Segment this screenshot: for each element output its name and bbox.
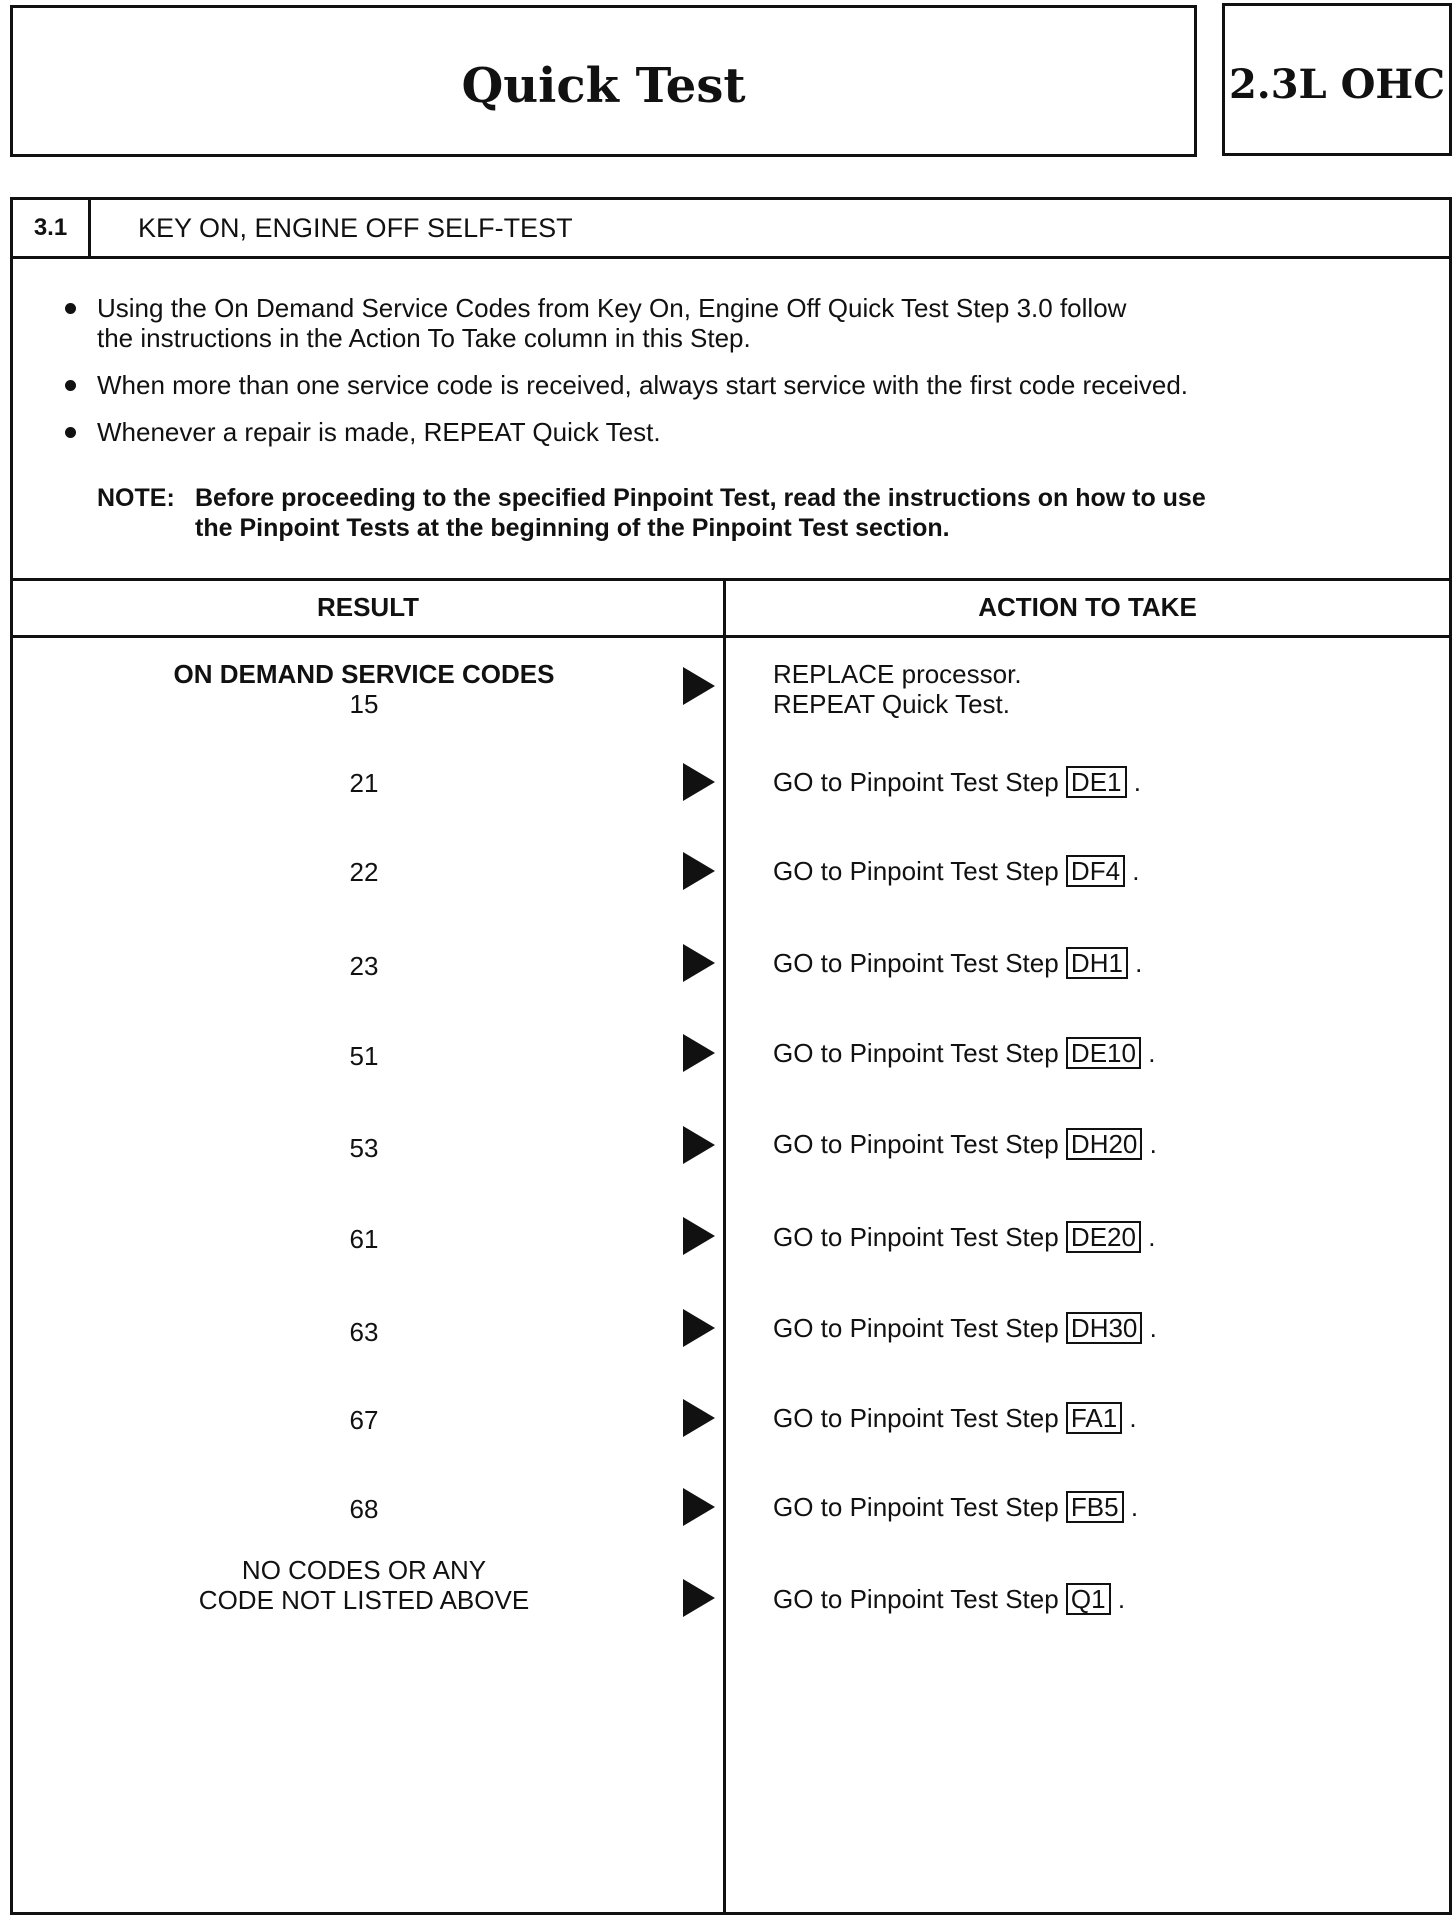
action-line: REPEAT Quick Test. [773, 689, 1010, 719]
arrow-icon [683, 1399, 715, 1437]
arrow-icon [683, 1126, 715, 1164]
service-code: 23 [349, 951, 379, 981]
pinpoint-step-box: DH1 [1066, 947, 1128, 979]
table-row-action [773, 659, 1022, 719]
note-line: the Pinpoint Tests at the beginning of the Pinpoint Test section. [195, 514, 950, 542]
engine-box [1222, 3, 1452, 156]
service-codes-label: ON DEMAND SERVICE CODES [173, 659, 555, 689]
title-box [10, 5, 1197, 157]
arrow-icon [683, 667, 715, 705]
table-row-action [773, 947, 1142, 979]
page-title: Quick Test [461, 58, 746, 114]
arrow-icon [683, 852, 715, 890]
pinpoint-step-box: DE20 [1066, 1221, 1141, 1253]
table-row-action [773, 1312, 1157, 1344]
instruction-line: the instructions in the Action To Take column in this Step. [97, 323, 751, 353]
step-number: 3.1 [33, 214, 68, 241]
instruction-line: When more than one service code is received, always start service with the first code received. [97, 370, 1189, 400]
service-code: 21 [349, 768, 379, 798]
table-header-divider [13, 635, 1449, 638]
action-text: GO to Pinpoint Test Step [773, 856, 1059, 886]
service-code: 53 [349, 1133, 379, 1163]
action-text: GO to Pinpoint Test Step [773, 767, 1059, 797]
note-label: NOTE: [97, 484, 175, 512]
quick-test-step-panel [10, 197, 1452, 1915]
result-header: RESULT [316, 592, 420, 622]
period: . [1117, 1584, 1126, 1614]
bullet-icon [65, 380, 76, 391]
instruction-item [63, 417, 1393, 447]
arrow-icon [683, 1309, 715, 1347]
bullet-icon [65, 303, 76, 314]
pinpoint-step-box: DF4 [1066, 855, 1125, 887]
period: . [1130, 1492, 1139, 1522]
service-code: 15 [349, 689, 379, 719]
period: . [1149, 1313, 1157, 1343]
service-code: 63 [349, 1317, 379, 1347]
pinpoint-step-box: DH20 [1066, 1128, 1142, 1160]
action-text: GO to Pinpoint Test Step [773, 1313, 1059, 1343]
table-row-action [773, 1402, 1137, 1434]
period: . [1148, 1038, 1156, 1068]
action-line: REPLACE processor. [773, 659, 1022, 689]
table-row-action [773, 1128, 1157, 1160]
service-code: 51 [349, 1041, 379, 1071]
action-text: GO to Pinpoint Test Step [773, 1038, 1059, 1068]
arrow-icon [683, 763, 715, 801]
engine-label: 2.3L OHC [1228, 61, 1446, 108]
column-divider [723, 578, 726, 1912]
action-text: GO to Pinpoint Test Step [773, 1129, 1059, 1159]
pinpoint-step-box: DE10 [1066, 1037, 1141, 1069]
arrow-icon [683, 1217, 715, 1255]
table-row-action [773, 1221, 1155, 1253]
pinpoint-step-box: DH30 [1066, 1312, 1142, 1344]
step-number-divider [88, 200, 91, 256]
service-code: 22 [349, 857, 379, 887]
table-row-action [773, 855, 1140, 887]
service-code: 61 [349, 1224, 379, 1254]
period: . [1149, 1129, 1157, 1159]
pinpoint-step-box: Q1 [1066, 1583, 1111, 1615]
arrow-icon [683, 944, 715, 982]
arrow-icon [683, 1488, 715, 1526]
pinpoint-step-box: FB5 [1066, 1491, 1124, 1523]
period: . [1135, 948, 1143, 978]
arrow-icon [683, 1034, 715, 1072]
table-row-result [13, 1555, 715, 1615]
table-row-result [13, 659, 715, 719]
instruction-list [63, 293, 1393, 464]
period: . [1129, 1403, 1137, 1433]
action-text: GO to Pinpoint Test Step [773, 1403, 1059, 1433]
no-codes-line: CODE NOT LISTED ABOVE [198, 1585, 530, 1615]
period: . [1133, 767, 1141, 797]
pinpoint-step-box: FA1 [1066, 1402, 1122, 1434]
table-row-action [773, 1583, 1125, 1615]
step-header-divider [13, 256, 1449, 259]
table-row-action [773, 1491, 1138, 1523]
instruction-item [63, 370, 1393, 400]
table-row-action [773, 1037, 1155, 1069]
arrow-icon [683, 1579, 715, 1617]
instruction-line: Whenever a repair is made, REPEAT Quick Test. [97, 417, 661, 447]
action-text: GO to Pinpoint Test Step [773, 1584, 1059, 1614]
period: . [1148, 1222, 1156, 1252]
instruction-line: Using the On Demand Service Codes from Key On, Engine Off Quick Test Step 3.0 follow [97, 293, 1127, 323]
table-row-action [773, 766, 1141, 798]
pinpoint-step-box: DE1 [1066, 766, 1127, 798]
service-code: 68 [349, 1494, 379, 1524]
action-text: GO to Pinpoint Test Step [773, 1222, 1059, 1252]
note [97, 483, 1397, 543]
instruction-item [63, 293, 1393, 353]
action-text: GO to Pinpoint Test Step [773, 948, 1059, 978]
period: . [1132, 856, 1140, 886]
note-line: Before proceeding to the specified Pinpoint Test, read the instructions on how to use [195, 484, 1206, 512]
bullet-icon [65, 427, 76, 438]
action-text: GO to Pinpoint Test Step [773, 1492, 1059, 1522]
step-title: KEY ON, ENGINE OFF SELF-TEST [138, 213, 573, 243]
action-header: ACTION TO TAKE [978, 592, 1197, 622]
service-code: 67 [349, 1405, 379, 1435]
no-codes-line: NO CODES OR ANY [241, 1555, 487, 1585]
